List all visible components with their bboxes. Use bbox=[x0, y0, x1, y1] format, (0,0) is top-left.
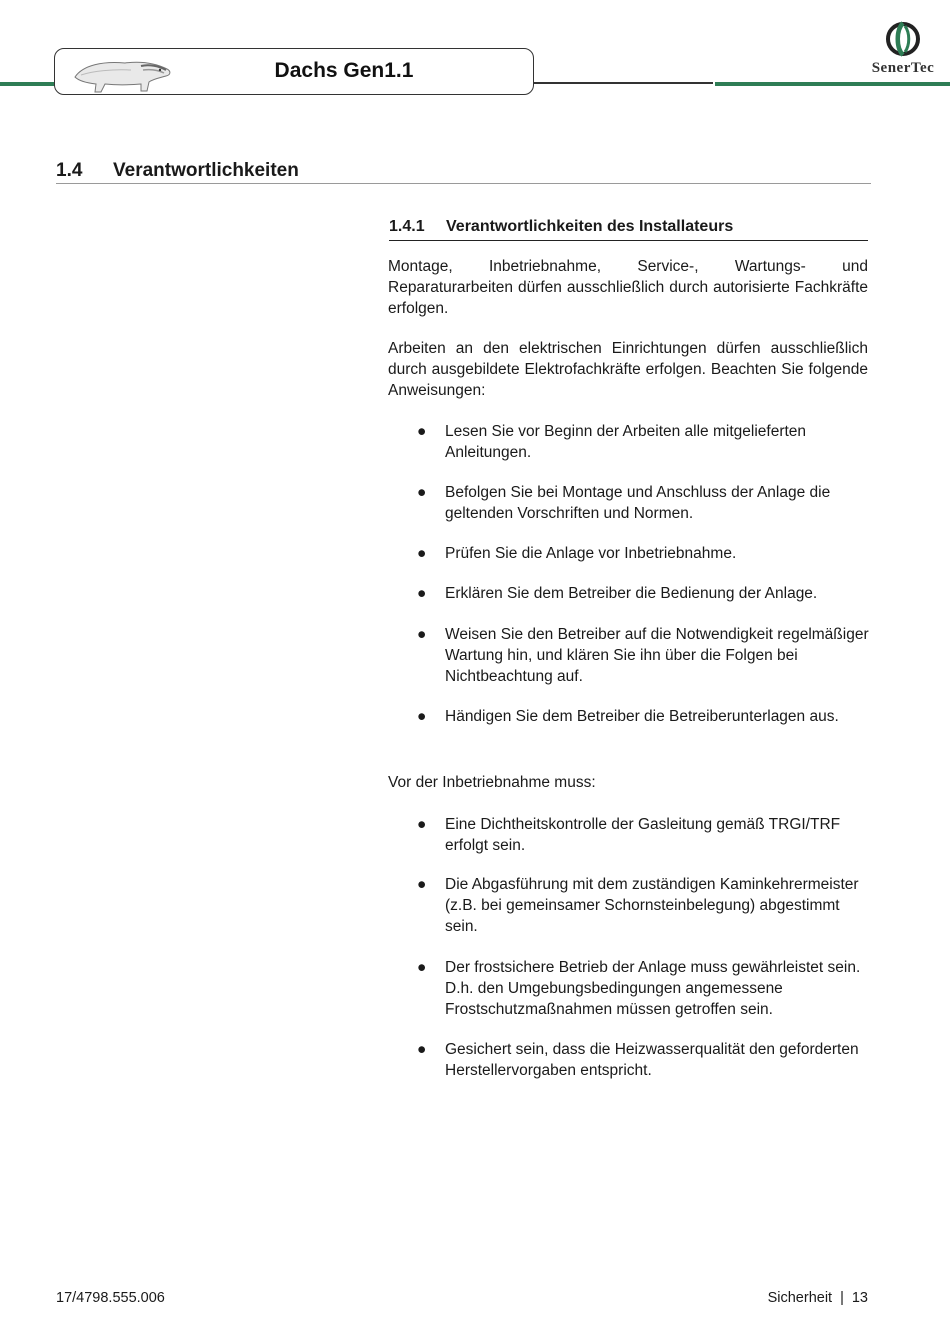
paragraph-electrical-work: Arbeiten an den elektrischen Einrichtungen dürfen ausschließlich durch ausgebildete Elektrofachkräfte erfolgen. Beachten Sie folgende Anweisungen: bbox=[388, 340, 868, 399]
bullet-dot-icon: ● bbox=[417, 708, 427, 725]
senertec-logo-icon bbox=[884, 20, 922, 58]
bullet-dot-icon: ● bbox=[417, 585, 427, 602]
list-item-text: Erklären Sie dem Betreiber die Bedienung der Anlage. bbox=[445, 585, 818, 602]
bullet-dot-icon: ● bbox=[417, 626, 427, 643]
list-item-text: Eine Dichtheitskontrolle der Gasleitung gemäß TRGI/TRF erfolgt sein. bbox=[445, 816, 841, 854]
brand-block bbox=[862, 20, 944, 80]
bullet-dot-icon: ● bbox=[417, 959, 427, 976]
header-title-box bbox=[54, 48, 534, 95]
footer-chapter: Sicherheit bbox=[767, 1290, 833, 1306]
bullet-dot-icon: ● bbox=[417, 545, 427, 562]
subsection-heading bbox=[389, 216, 868, 241]
footer-document-number: 17/4798.555.006 bbox=[56, 1290, 165, 1306]
list-item-text: Gesichert sein, dass die Heizwasserqualität den geforderten Herstellervorgaben entspricht. bbox=[445, 1041, 859, 1079]
subsection-number: 1.4.1 bbox=[389, 218, 425, 235]
brand-name: SenerTec bbox=[871, 60, 935, 76]
header-green-rule-left bbox=[0, 82, 60, 86]
header-green-rule-right bbox=[715, 82, 950, 86]
section-heading bbox=[56, 160, 871, 184]
bullet-dot-icon: ● bbox=[417, 423, 427, 440]
paragraph-precondition-intro: Vor der Inbetriebnahme muss: bbox=[388, 774, 596, 791]
footer-separator: | bbox=[840, 1290, 844, 1306]
section-title: Verantwortlichkeiten bbox=[113, 160, 299, 181]
paragraph-authorized-personnel: Montage, Inbetriebnahme, Service-, Wartungs- und Reparaturarbeiten dürfen ausschließlich durch autorisierte Fachkräfte erfolgen. bbox=[388, 258, 868, 317]
bullet-dot-icon: ● bbox=[417, 484, 427, 501]
bullet-dot-icon: ● bbox=[417, 1041, 427, 1058]
footer-page-info bbox=[768, 1290, 868, 1306]
list-item-text: Lesen Sie vor Beginn der Arbeiten alle mitgelieferten Anleitungen. bbox=[445, 423, 807, 461]
subsection-title: Verantwortlichkeiten des Installateurs bbox=[446, 218, 734, 235]
document-title: Dachs Gen1.1 bbox=[274, 59, 414, 82]
list-item-text: Händigen Sie dem Betreiber die Betreiberunterlagen aus. bbox=[445, 708, 839, 725]
list-item-text: Die Abgasführung mit dem zuständigen Kaminkehrermeister (z.B. bei gemeinsamer Schornsteinbelegung) abgestimmt sein. bbox=[445, 876, 859, 935]
footer-page-number: 13 bbox=[851, 1290, 868, 1306]
bullet-dot-icon: ● bbox=[417, 816, 427, 833]
header-divider-line bbox=[533, 82, 713, 84]
list-item-text: Befolgen Sie bei Montage und Anschluss der Anlage die geltenden Vorschriften und Normen. bbox=[445, 484, 831, 522]
section-number: 1.4 bbox=[56, 160, 83, 181]
bullet-dot-icon: ● bbox=[417, 876, 427, 893]
list-item-text: Prüfen Sie die Anlage vor Inbetriebnahme. bbox=[445, 545, 737, 562]
list-item-text: Der frostsichere Betrieb der Anlage muss gewährleistet sein. D.h. den Umgebungsbedingungen angemessene Frostschutzmaßnahmen müssen getroffen sein. bbox=[445, 959, 861, 1018]
list-item-text: Weisen Sie den Betreiber auf die Notwendigkeit regelmäßiger Wartung hin, und klären Sie ihn über die Folgen bei Nichtbeachtung auf. bbox=[445, 626, 869, 685]
